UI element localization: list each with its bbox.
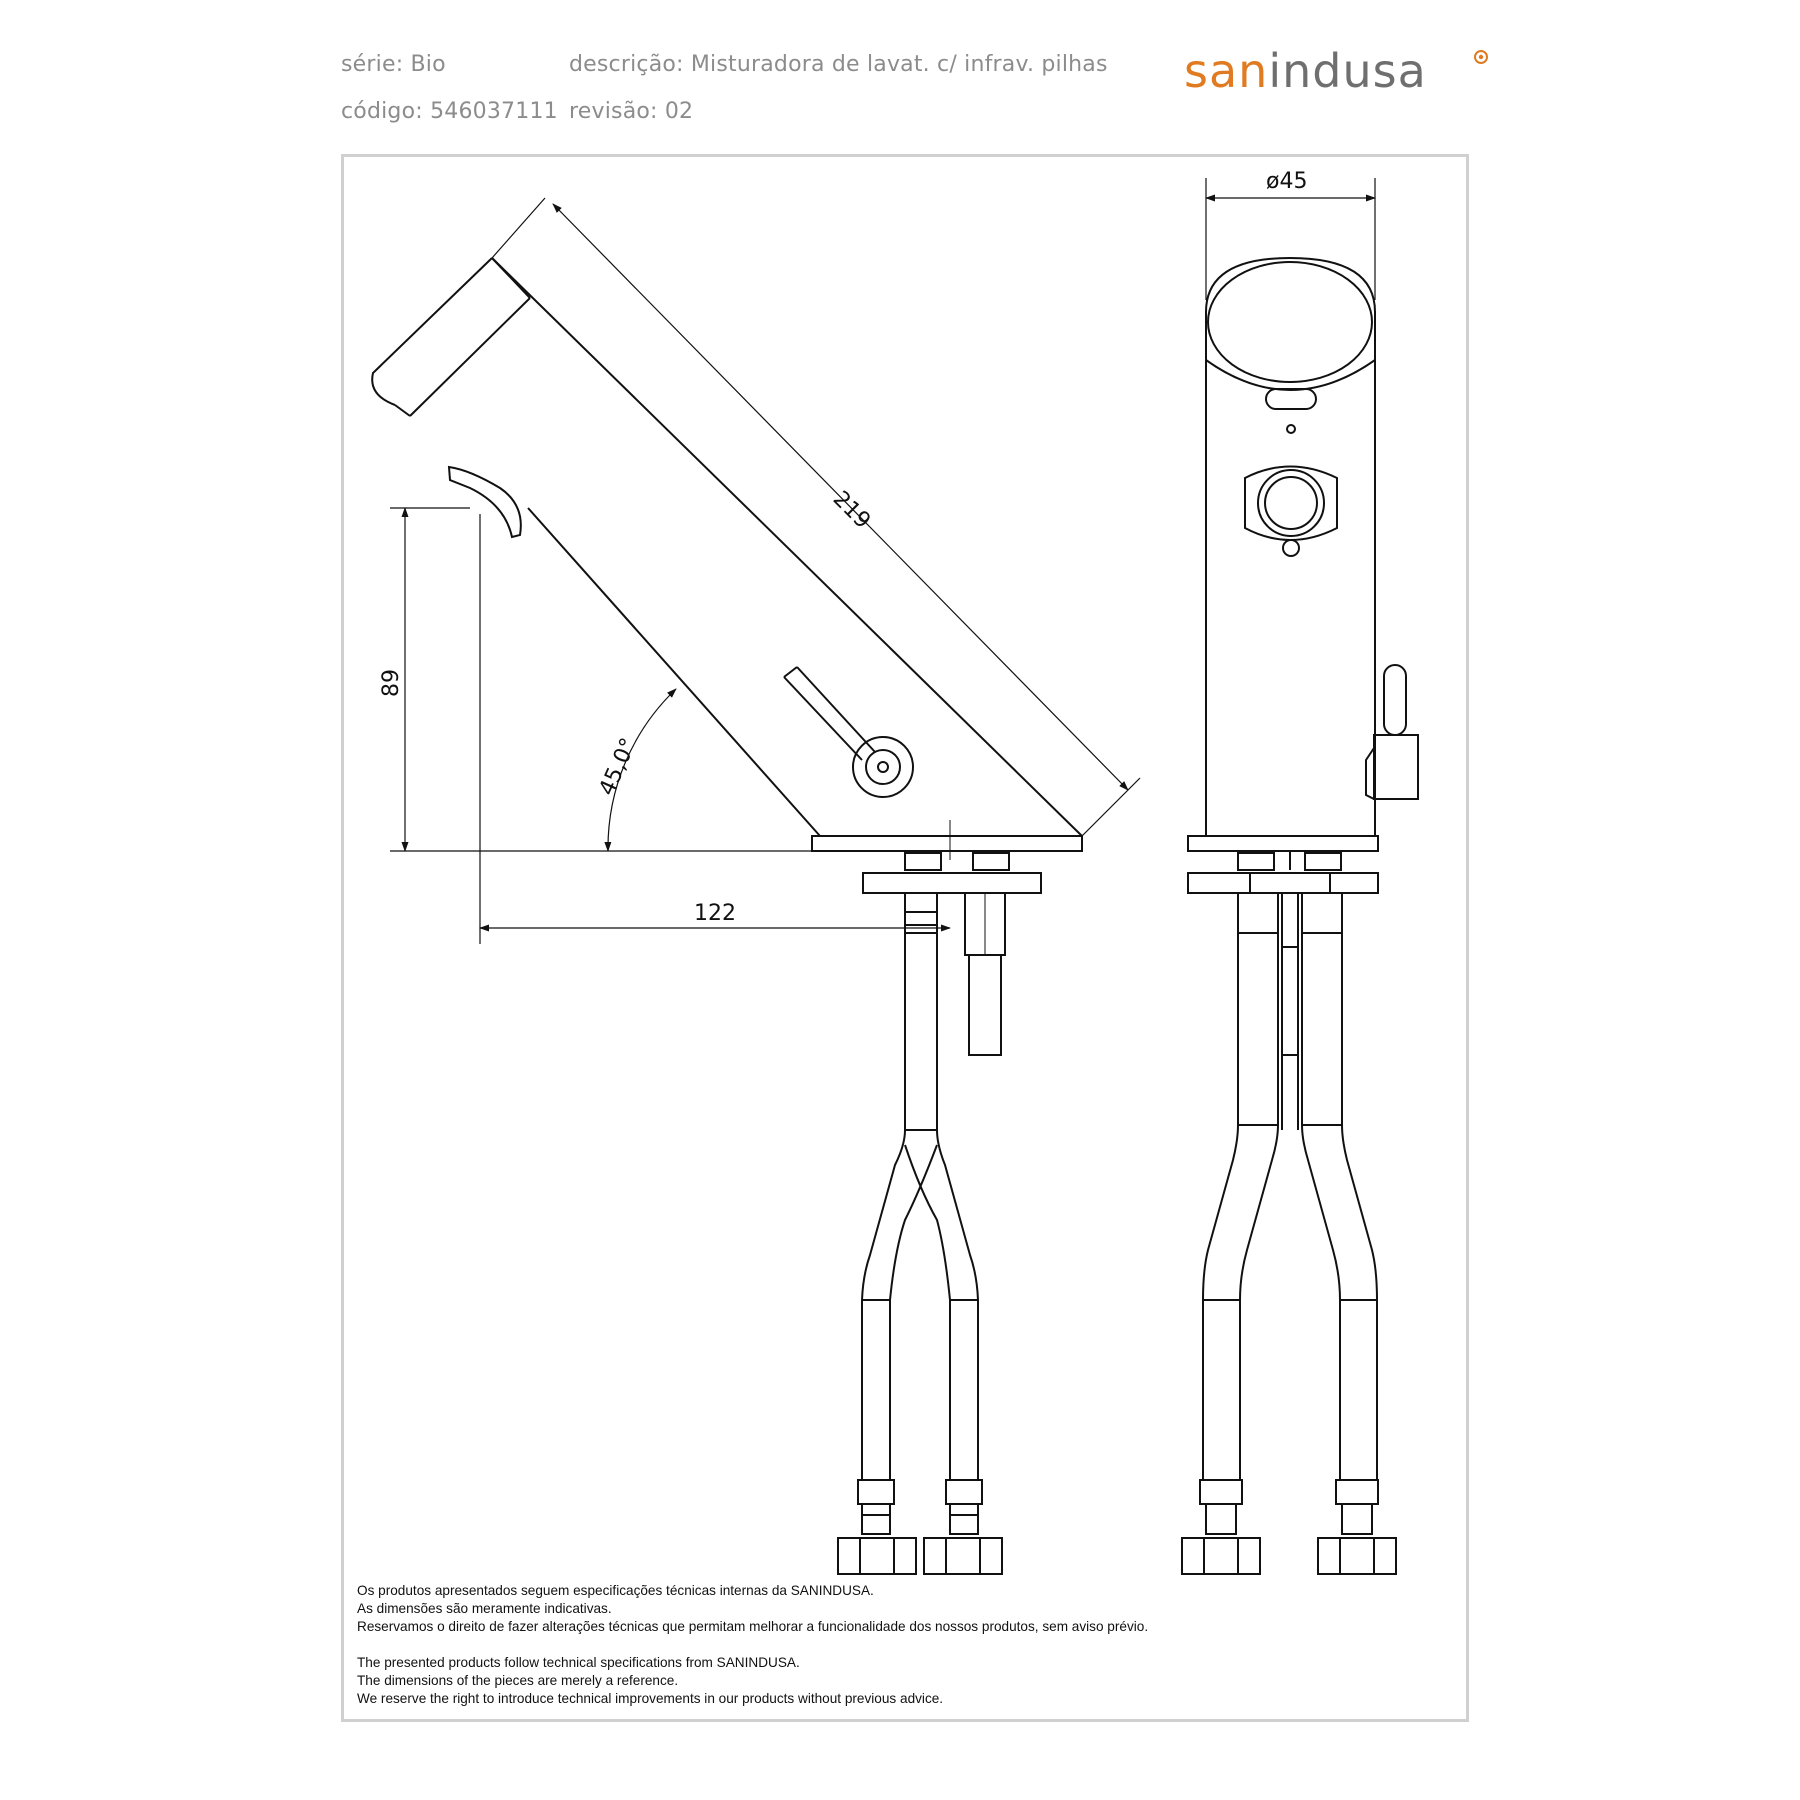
dimension-diameter: ø45 — [1266, 169, 1308, 194]
logo-indusa-text: indusa — [1268, 44, 1427, 98]
dimension-angle: 45,0° — [594, 734, 642, 800]
dimension-length: 219 — [827, 486, 876, 534]
note-en-1: The presented products follow technical specifications from SANINDUSA. — [357, 1655, 800, 1670]
serie-label: série: Bio — [341, 52, 446, 77]
note-pt-1: Os produtos apresentados seguem especificações técnicas internas da SANINDUSA. — [357, 1583, 874, 1598]
note-pt-3: Reservamos o direito de fazer alterações técnicas que permitam melhorar a funcionalidade dos nossos produtos, sem aviso prévio. — [357, 1619, 1149, 1634]
disclaimer-notes — [357, 1582, 1148, 1708]
revision-label: revisão: 02 — [569, 99, 694, 124]
base-plate — [812, 836, 1082, 851]
front-button — [1245, 467, 1337, 557]
aerator-nozzle — [449, 467, 521, 537]
description-label: descrição: Misturadora de lavat. c/ infrav. pilhas — [569, 52, 1108, 77]
side-dimensions — [390, 198, 1140, 944]
note-en-3: We reserve the right to introduce technical improvements in our products without previous advice. — [357, 1691, 944, 1706]
dimension-reach: 122 — [694, 901, 736, 926]
dimension-height: 89 — [379, 669, 404, 697]
front-view — [1182, 258, 1418, 1574]
spout-body — [372, 258, 1082, 836]
note-pt-2: As dimensões são meramente indicativas. — [357, 1601, 612, 1616]
side-hoses — [838, 933, 1002, 1574]
infrared-sensor — [1266, 389, 1316, 409]
logo-san-text: san — [1184, 44, 1269, 98]
side-lever — [784, 667, 913, 797]
top-cap — [1208, 262, 1372, 382]
front-lever — [1366, 665, 1418, 799]
front-base-plate — [1188, 836, 1378, 851]
code-label: código: 546037111 — [341, 99, 558, 124]
note-en-2: The dimensions of the pieces are merely a reference. — [357, 1673, 679, 1688]
